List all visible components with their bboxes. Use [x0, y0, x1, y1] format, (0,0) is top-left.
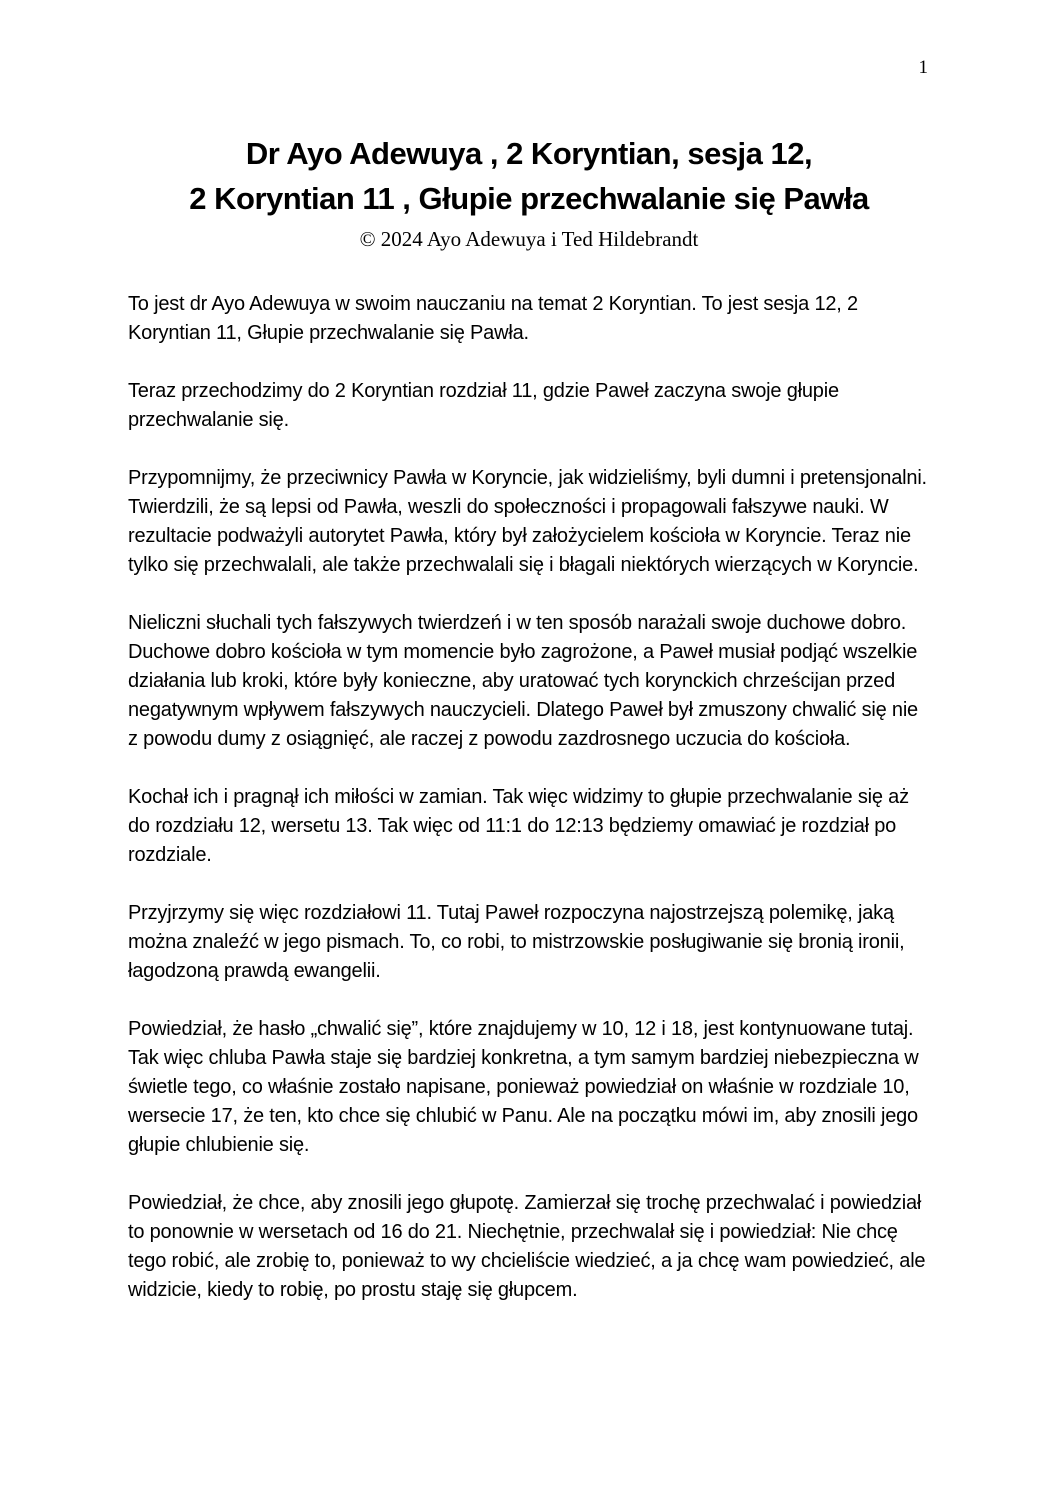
document-title — [0, 131, 1058, 254]
paragraph-3: Przypomnijmy, że przeciwnicy Pawła w Koryncie, jak widzieliśmy, byli dumni i pretensjonalni. Twierdzili, że są lepsi od Pawła, weszli do społeczności i propagowali fałszywe nauki. W rezultacie podważyli autorytet Pawła, który był założycielem kościoła w Koryncie. Teraz nie tylko się przechwalali, ale także przechwalali się i błagali niektórych wierzących w Koryncie. — [128, 467, 927, 576]
paragraph-4: Nieliczni słuchali tych fałszywych twierdzeń i w ten sposób narażali swoje duchowe dobro. Duchowe dobro kościoła w tym momencie było zagrożone, a Paweł musiał podjąć wszelkie działania lub kroki, które były konieczne, aby uratować tych korynckich chrześcijan przed negatywnym wpływem fałszywych nauczycieli. Dlatego Paweł był zmuszony chwalić się nie z powodu dumy z osiągnięć, ale raczej z powodu zazdrosnego uczucia do kościoła. — [128, 612, 918, 750]
paragraph-6: Przyjrzymy się więc rozdziałowi 11. Tutaj Paweł rozpoczyna najostrzejszą polemikę, jaką można znaleźć w jego pismach. To, co robi, to mistrzowskie posługiwanie się bronią ironii, łagodzoną prawdą ewangelii. — [128, 902, 905, 982]
paragraph-1: To jest dr Ayo Adewuya w swoim nauczaniu na temat 2 Koryntian. To jest sesja 12, 2 Koryntian 11, Głupie przechwalanie się Pawła. — [128, 293, 858, 344]
paragraph-2: Teraz przechodzimy do 2 Koryntian rozdział 11, gdzie Paweł zaczyna swoje głupie przechwalanie się. — [128, 380, 839, 431]
copyright-line: © 2024 Ayo Adewuya i Ted Hildebrandt — [359, 227, 699, 251]
document-body — [128, 290, 932, 1305]
title-line-1: Dr Ayo Adewuya , 2 Koryntian, sesja 12, — [245, 136, 813, 171]
title-line-2: 2 Koryntian 11 , Głupie przechwalanie się Pawła — [189, 181, 869, 216]
page-number: 1 — [918, 57, 928, 78]
paragraph-7: Powiedział, że hasło „chwalić się”, które znajdujemy w 10, 12 i 18, jest kontynuowane tutaj. Tak więc chluba Pawła staje się bardziej konkretna, a tym samym bardziej niebezpieczna w świetle tego, co właśnie zostało napisane, ponieważ powiedział on właśnie w rozdziale 10, wersecie 17, że ten, kto chce się chlubić w Panu. Ale na początku mówi im, aby znosili jego głupie chlubienie się. — [128, 1018, 919, 1156]
paragraph-5: Kochał ich i pragnął ich miłości w zamian. Tak więc widzimy to głupie przechwalanie się aż do rozdziału 12, wersetu 13. Tak więc od 11:1 do 12:13 będziemy omawiać je rozdział po rozdziale. — [128, 786, 909, 866]
paragraph-8: Powiedział, że chce, aby znosili jego głupotę. Zamierzał się trochę przechwalać i powiedział to ponownie w wersetach od 16 do 21. Niechętnie, przechwalał się i powiedział: Nie chcę tego robić, ale zrobię to, ponieważ to wy chcieliście wiedzieć, a ja chcę wam powiedzieć, ale widzicie, kiedy to robię, po prostu staję się głupcem. — [128, 1192, 926, 1301]
